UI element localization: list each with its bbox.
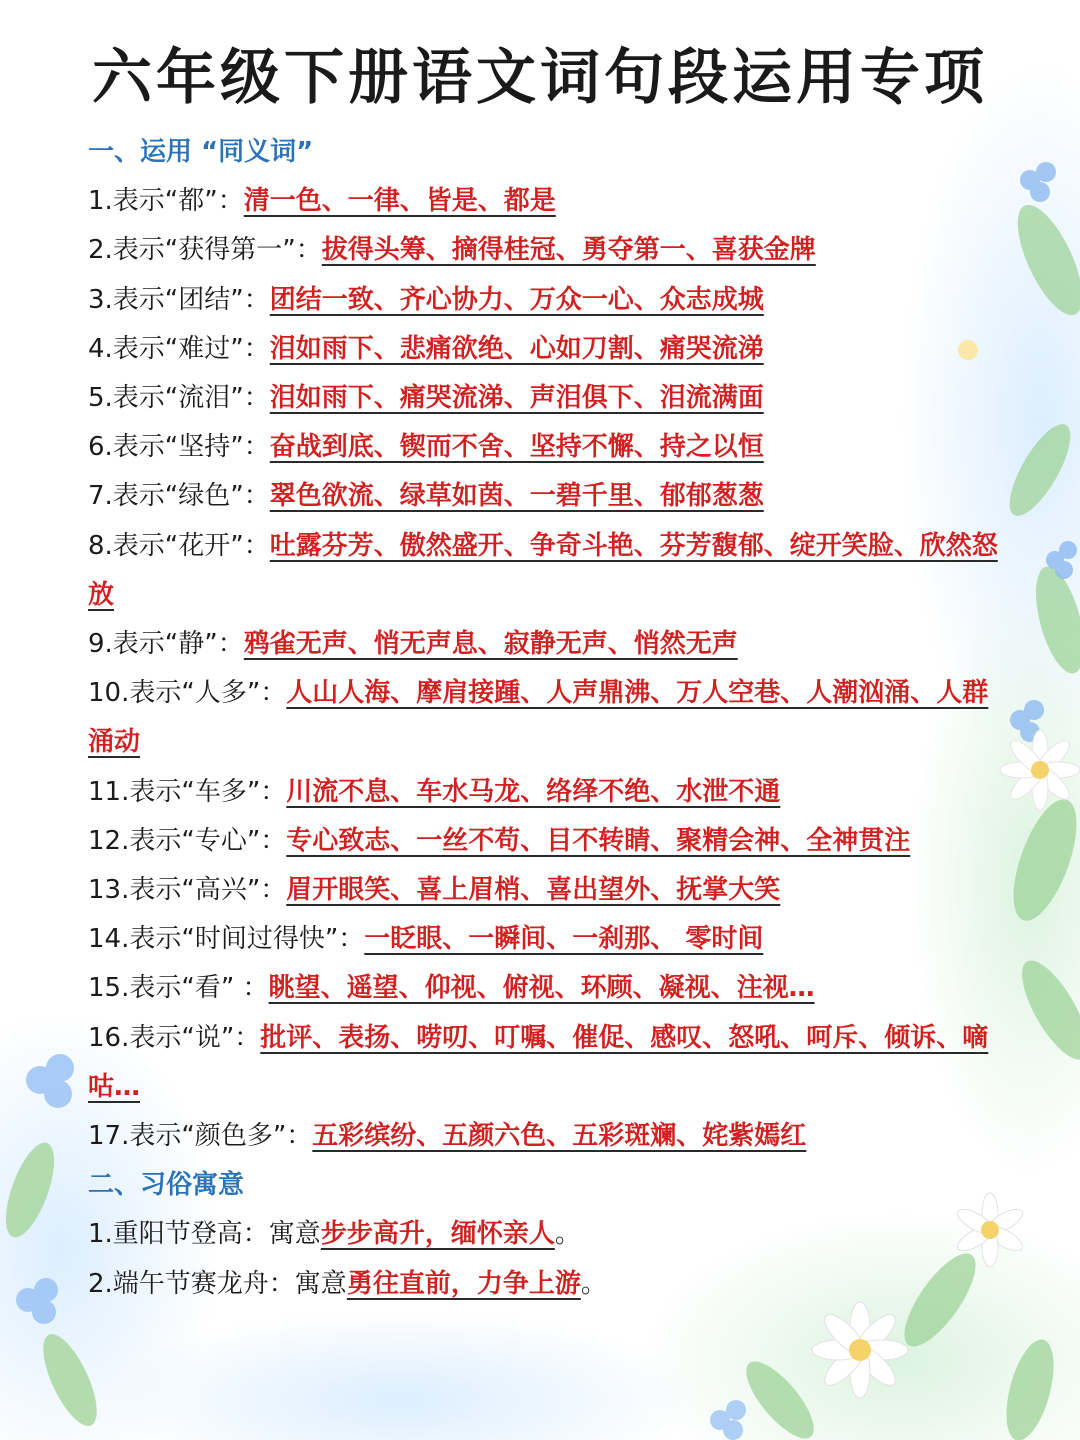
list-item <box>88 964 998 1013</box>
item-answer: 拔得头筹、摘得桂冠、勇夺第一、喜获金牌 <box>321 235 816 266</box>
list-item <box>88 1014 998 1112</box>
item-label: 4.表示“难过”： <box>88 333 270 364</box>
item-label: 14.表示“时间过得快”： <box>88 924 365 955</box>
section-heading-synonyms: 一、运用 “同义词” <box>88 137 314 167</box>
list-item <box>88 1260 998 1309</box>
item-answer: 川流不息、车水马龙、络绎不绝、水泄不通 <box>286 776 781 807</box>
list-item <box>88 276 998 325</box>
list-item <box>88 866 998 915</box>
item-label: 3.表示“团结”： <box>88 284 270 315</box>
item-answer: 人山人海、摩肩接踵、人声鼎沸、万人空巷、人潮汹涌、人群涌动 <box>88 678 989 758</box>
item-label: 2.端午节赛龙舟：寓意 <box>88 1268 347 1299</box>
content <box>88 128 998 1309</box>
item-label: 12.表示“专心”： <box>88 825 287 856</box>
item-answer: 勇往直前，力争上游 <box>346 1268 581 1299</box>
item-answer: 步步高升，缅怀亲人 <box>320 1219 555 1250</box>
list-item <box>88 177 998 226</box>
list-item <box>88 817 998 866</box>
item-answer: 批评、表扬、唠叨、叮嘱、催促、感叹、怒吼、呵斥、倾诉、嘀咕… <box>88 1022 989 1102</box>
list-item <box>88 620 998 669</box>
item-answer: 清一色、一律、皆是、都是 <box>243 186 556 217</box>
item-answer: 奋战到底、锲而不舍、坚持不懈、持之以恒 <box>269 432 764 463</box>
item-label: 16.表示“说”： <box>88 1022 261 1053</box>
list-item <box>88 1112 998 1161</box>
list-item <box>88 669 998 767</box>
item-answer: 眉开眼笑、喜上眉梢、喜出望外、抚掌大笑 <box>286 875 781 906</box>
item-label: 11.表示“车多”： <box>88 776 287 807</box>
item-answer: 专心致志、一丝不苟、目不转睛、聚精会神、全神贯注 <box>286 825 911 856</box>
item-label: 8.表示“花开”： <box>88 530 270 561</box>
item-suffix: 。 <box>580 1268 607 1299</box>
section-heading-customs: 二、习俗寓意 <box>88 1170 245 1201</box>
item-label: 17.表示“颜色多”： <box>88 1121 313 1152</box>
item-label: 9.表示“静”： <box>88 629 244 660</box>
item-answer: 五彩缤纷、五颜六色、五彩斑斓、姹紫嫣红 <box>312 1121 807 1152</box>
item-answer: 泪如雨下、痛哭流涕、声泪俱下、泪流满面 <box>269 383 764 414</box>
list-item <box>88 325 998 374</box>
item-label: 13.表示“高兴”： <box>88 875 287 906</box>
page-title: 六年级下册语文词句段运用专项 <box>92 43 988 113</box>
list-item <box>88 522 998 620</box>
item-answer: 吐露芬芳、傲然盛开、争奇斗艳、芬芳馥郁、绽开笑脸、欣然怒放 <box>88 530 998 610</box>
item-label: 5.表示“流泪”： <box>88 383 270 414</box>
item-answer: 鸦雀无声、悄无声息、寂静无声、悄然无声 <box>243 629 738 660</box>
list-item <box>88 423 998 472</box>
item-label: 2.表示“获得第一”： <box>88 235 322 266</box>
item-answer: 翠色欲流、绿草如茵、一碧千里、郁郁葱葱 <box>269 481 764 512</box>
list-item <box>88 472 998 521</box>
item-answer: 一眨眼、一瞬间、一刹那、 零时间 <box>364 924 764 955</box>
item-label: 10.表示“人多”： <box>88 678 287 709</box>
item-label: 1.重阳节登高：寓意 <box>88 1219 321 1250</box>
list-item <box>88 915 998 964</box>
item-answer: 眺望、遥望、仰视、俯视、环顾、凝视、注视… <box>268 973 815 1004</box>
list-item <box>88 226 998 275</box>
item-label: 1.表示“都”： <box>88 186 244 217</box>
item-label: 7.表示“绿色”： <box>88 481 270 512</box>
list-item <box>88 1210 998 1259</box>
item-label: 15.表示“看” ： <box>88 973 269 1004</box>
list-item <box>88 768 998 817</box>
item-suffix: 。 <box>554 1219 581 1250</box>
list-item <box>88 374 998 423</box>
item-answer: 泪如雨下、悲痛欲绝、心如刀割、痛哭流涕 <box>269 333 764 364</box>
item-answer: 团结一致、齐心协力、万众一心、众志成城 <box>269 284 764 315</box>
item-label: 6.表示“坚持”： <box>88 432 270 463</box>
